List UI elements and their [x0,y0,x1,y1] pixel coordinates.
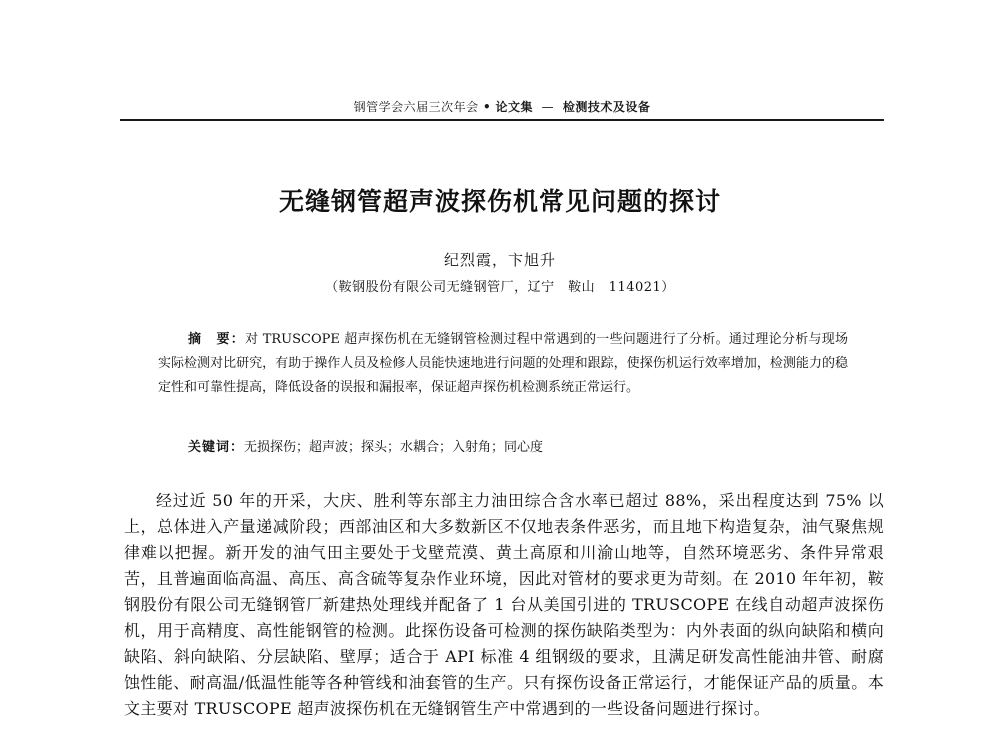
abstract-label: 摘 要： [188,332,246,347]
section-name: 检测技术及设备 [562,100,651,114]
conference-name: 钢管学会六届三次年会 [353,100,479,114]
collection-name: 论文集 [495,100,534,114]
header-dash: — [541,100,555,114]
keywords [188,436,848,460]
paper-title: 无缝钢管超声波探伤机常见问题的探讨 [278,187,721,216]
keywords-text: 无损探伤；超声波；探头；水耦合；入射角；同心度 [244,440,544,455]
abstract [158,328,848,400]
keywords-label: 关键词： [188,440,245,455]
body-paragraph: 经过近 50 年的开采，大庆、胜利等东部主力油田综合含水率已超过 88%，采出程度达到 75% 以上，总体进入产量递减阶段；西部油区和大多数新区不仅地表条件恶劣，而且地下构造复杂，油气聚焦规律难以把握。新开发的油气田主要处于戈壁荒漠、黄土高原和川渝山地等，自然环境恶劣、条件异常艰苦，且普遍面临高温、高压、高含硫等复杂作业环境，因此对管材的要求更为苛刻。在 2010 年年初，鞍钢股份有限公司无缝钢管厂新建热处理线并配备了 1 台从美国引进的 TRUSCOPE 在线自动超声波探伤机，用于高精度、高性能钢管的检测。此探伤设备可检测的探伤缺陷类型为：内外表面的纵向缺陷和横向缺陷、斜向缺陷、分层缺陷、壁厚；适合于 API 标准 4 组钢级的要求，且满足研发高性能油井管、耐腐蚀性能、耐高温/低温性能等各种管线和油套管的生产。只有探伤设备正常运行，才能保证产品的质量。本文主要对 TRUSCOPE 超声波探伤机在无缝钢管生产中常遇到的一些设备问题进行探讨。 [124,491,884,718]
header-rule [120,119,884,121]
affiliation: （鞍钢股份有限公司无缝钢管厂，辽宁 鞍山 114021） [325,280,675,295]
abstract-text: 对 TRUSCOPE 超声探伤机在无缝钢管检测过程中常遇到的一些问题进行了分析。通过理论分析与现场实际检测对比研究，有助于操作人员及检修人员能快速地进行问题的处理和跟踪，使探伤机运行效率增加，检测能力的稳定性和可靠性提高，降低设备的误报和漏报率，保证超声探伤机检测系统正常运行。 [158,332,848,395]
running-header [120,98,884,115]
authors: 纪烈霞，卞旭升 [443,251,556,269]
separator-dot: • [483,100,492,114]
